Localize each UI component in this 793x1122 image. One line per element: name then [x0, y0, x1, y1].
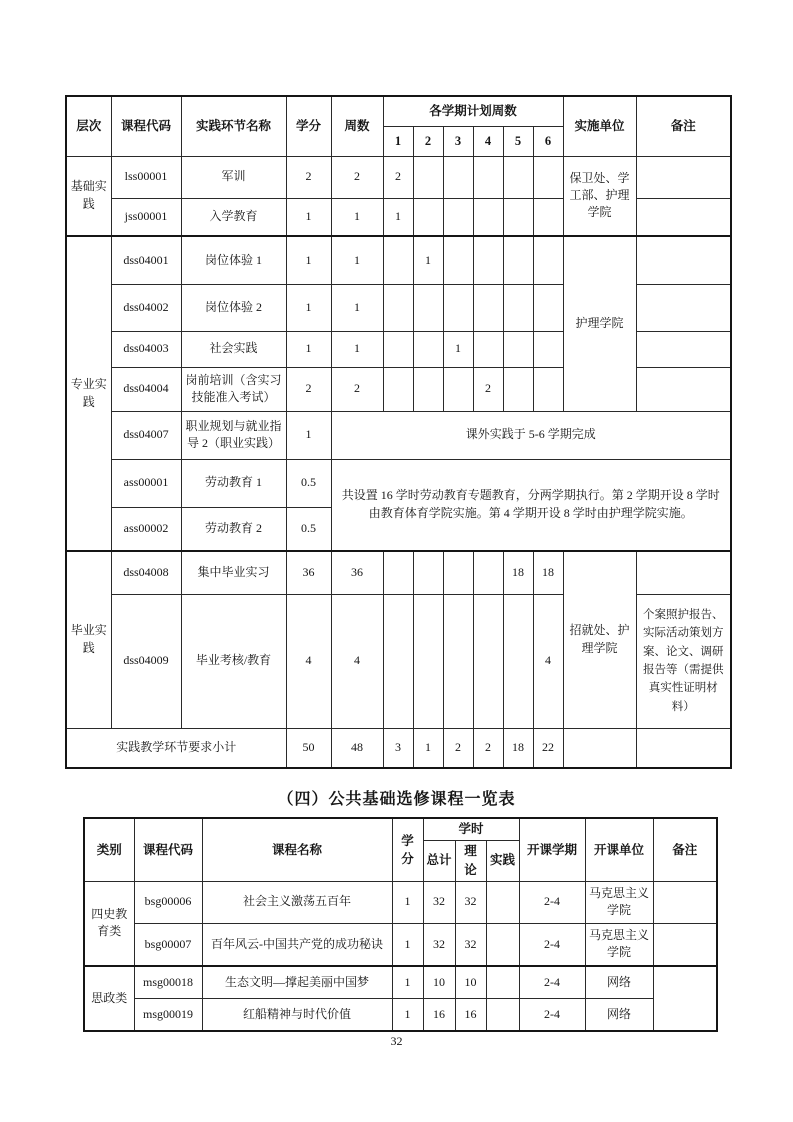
header-semester-4: 4 [473, 126, 503, 156]
semester-cell [413, 551, 443, 594]
header-course-code: 课程代码 [134, 818, 202, 881]
remark-cell [636, 284, 731, 331]
semester-cell [473, 156, 503, 198]
header-practice-name: 实践环节名称 [181, 96, 286, 156]
semester-cell [383, 236, 413, 284]
semester-cell [413, 156, 443, 198]
semester-cell [413, 594, 443, 728]
credit-cell: 0.5 [286, 459, 331, 507]
weeks-cell: 2 [331, 367, 383, 411]
credit-cell: 1 [392, 923, 423, 966]
subtotal-semester-cell: 1 [413, 728, 443, 768]
remark-cell [636, 156, 731, 198]
table-row [66, 411, 731, 459]
semester-cell [473, 284, 503, 331]
weeks-cell: 2 [331, 156, 383, 198]
remark-cell [636, 551, 731, 594]
credit-cell: 1 [286, 236, 331, 284]
semester-cell [503, 236, 533, 284]
credit-cell: 4 [286, 594, 331, 728]
semester-cell [503, 367, 533, 411]
course-name-cell: 劳动教育 1 [181, 459, 286, 507]
weeks-cell: 4 [331, 594, 383, 728]
course-name-cell: 入学教育 [181, 198, 286, 236]
remark-cell [636, 236, 731, 284]
semester-cell [383, 594, 413, 728]
semester-cell: 18 [503, 551, 533, 594]
header-level: 层次 [66, 96, 111, 156]
course-code-cell: msg00019 [134, 998, 202, 1031]
remark-cell: 个案照护报告、实际活动策划方案、论文、调研报告等（需提供真实性证明材料） [636, 594, 731, 728]
course-code-cell: dss04007 [111, 411, 181, 459]
labor-education-note-cell: 共设置 16 学时劳动教育专题教育，分两学期执行。第 2 学期开设 8 学时由教育体育学院实施。第 4 学期开设 8 学时由护理学院实施。 [331, 459, 731, 551]
weeks-cell: 1 [331, 236, 383, 284]
subtotal-weeks-cell: 48 [331, 728, 383, 768]
semester-cell [533, 367, 563, 411]
course-code-cell: bsg00006 [134, 881, 202, 923]
remark-cell [636, 331, 731, 367]
header-semester-6: 6 [533, 126, 563, 156]
course-code-cell: dss04001 [111, 236, 181, 284]
unit-cell-basic: 保卫处、学工部、护理学院 [563, 156, 636, 236]
unit-cell: 马克思主义学院 [585, 881, 653, 923]
subtotal-label-cell: 实践教学环节要求小计 [66, 728, 286, 768]
course-name-cell: 岗前培训（含实习技能准入考试） [181, 367, 286, 411]
semester-cell [383, 331, 413, 367]
header-credit: 学分 [286, 96, 331, 156]
table-row [66, 236, 731, 284]
hours-theory-cell: 32 [455, 923, 486, 966]
semester-cell [473, 551, 503, 594]
subtotal-row [66, 728, 731, 768]
hours-total-cell: 16 [423, 998, 455, 1031]
course-code-cell: dss04004 [111, 367, 181, 411]
semester-cell [413, 284, 443, 331]
header-credit: 学分 [392, 818, 423, 881]
header-semester-2: 2 [413, 126, 443, 156]
section-cell-four-histories: 四史教育类 [84, 881, 134, 966]
credit-cell: 1 [286, 331, 331, 367]
header-weeks: 周数 [331, 96, 383, 156]
header-hours-theory: 理论 [455, 840, 486, 881]
header-course-code: 课程代码 [111, 96, 181, 156]
semester-cell: 2-4 [519, 966, 585, 998]
weeks-cell: 1 [331, 331, 383, 367]
practice-table [65, 95, 732, 769]
hours-total-cell: 32 [423, 881, 455, 923]
semester-cell: 2-4 [519, 881, 585, 923]
semester-cell [473, 198, 503, 236]
semester-cell: 2-4 [519, 923, 585, 966]
semester-cell [443, 551, 473, 594]
table-row [66, 156, 731, 198]
semester-cell [413, 331, 443, 367]
course-code-cell: ass00002 [111, 507, 181, 551]
table-row [84, 881, 717, 923]
hours-practice-cell [486, 966, 519, 998]
semester-cell: 18 [533, 551, 563, 594]
semester-cell: 4 [533, 594, 563, 728]
semester-cell [443, 284, 473, 331]
unit-cell-graduation: 招就处、护理学院 [563, 551, 636, 728]
semester-cell [473, 236, 503, 284]
semester-cell [443, 156, 473, 198]
credit-cell: 1 [392, 881, 423, 923]
semester-cell [503, 198, 533, 236]
semester-cell: 2 [473, 367, 503, 411]
semester-cell [503, 594, 533, 728]
semester-cell: 1 [413, 236, 443, 284]
course-name-cell: 红船精神与时代价值 [202, 998, 392, 1031]
semester-cell [503, 156, 533, 198]
subtotal-semester-cell: 18 [503, 728, 533, 768]
course-code-cell: dss04003 [111, 331, 181, 367]
semester-cell [533, 156, 563, 198]
credit-cell: 1 [392, 966, 423, 998]
course-name-cell: 军训 [181, 156, 286, 198]
semester-cell [533, 198, 563, 236]
semester-cell [503, 331, 533, 367]
credit-cell: 0.5 [286, 507, 331, 551]
hours-practice-cell [486, 998, 519, 1031]
course-code-cell: lss00001 [111, 156, 181, 198]
table-row [84, 923, 717, 966]
section-cell-graduation: 毕业实践 [66, 551, 111, 728]
table-row [84, 966, 717, 998]
semester-cell [383, 551, 413, 594]
remark-cell [653, 966, 717, 1031]
remark-cell [653, 923, 717, 966]
course-code-cell: bsg00007 [134, 923, 202, 966]
hours-theory-cell: 32 [455, 881, 486, 923]
semester-cell [473, 594, 503, 728]
semester-cell: 1 [443, 331, 473, 367]
semester-cell [443, 198, 473, 236]
semester-cell [413, 367, 443, 411]
course-name-cell: 生态文明—撑起美丽中国梦 [202, 966, 392, 998]
table-row [66, 459, 731, 507]
credit-cell: 2 [286, 367, 331, 411]
semester-cell: 2-4 [519, 998, 585, 1031]
header-course-name: 课程名称 [202, 818, 392, 881]
course-name-cell: 社会实践 [181, 331, 286, 367]
unit-cell: 马克思主义学院 [585, 923, 653, 966]
course-code-cell: dss04002 [111, 284, 181, 331]
semester-cell [533, 331, 563, 367]
course-name-cell: 劳动教育 2 [181, 507, 286, 551]
semester-cell [383, 284, 413, 331]
credit-cell: 1 [286, 284, 331, 331]
header-hours-total: 总计 [423, 840, 455, 881]
subtotal-semester-cell: 22 [533, 728, 563, 768]
course-name-cell: 岗位体验 2 [181, 284, 286, 331]
course-name-cell: 毕业考核/教育 [181, 594, 286, 728]
elective-header-row [84, 818, 717, 840]
section-cell-professional: 专业实践 [66, 236, 111, 551]
remark-cell [636, 198, 731, 236]
semester-cell: 1 [383, 198, 413, 236]
header-unit: 开课单位 [585, 818, 653, 881]
section-cell-basic: 基础实践 [66, 156, 111, 236]
credit-cell: 36 [286, 551, 331, 594]
header-semester-group: 各学期计划周数 [383, 96, 563, 126]
course-code-cell: dss04008 [111, 551, 181, 594]
semester-cell: 2 [383, 156, 413, 198]
semester-cell [443, 236, 473, 284]
semester-cell [533, 236, 563, 284]
subtotal-remark-cell [636, 728, 731, 768]
semester-cell [473, 331, 503, 367]
credit-cell: 1 [286, 411, 331, 459]
credit-cell: 1 [392, 998, 423, 1031]
weeks-cell: 36 [331, 551, 383, 594]
unit-cell: 网络 [585, 966, 653, 998]
remark-cell [653, 881, 717, 923]
course-code-cell: msg00018 [134, 966, 202, 998]
course-code-cell: ass00001 [111, 459, 181, 507]
subtotal-unit-cell [563, 728, 636, 768]
semester-cell [443, 367, 473, 411]
header-semester-1: 1 [383, 126, 413, 156]
course-code-cell: jss00001 [111, 198, 181, 236]
subtotal-semester-cell: 2 [473, 728, 503, 768]
remark-cell [636, 367, 731, 411]
header-remark: 备注 [653, 818, 717, 881]
course-name-cell: 社会主义激荡五百年 [202, 881, 392, 923]
credit-cell: 2 [286, 156, 331, 198]
header-semester: 开课学期 [519, 818, 585, 881]
header-category: 类别 [84, 818, 134, 881]
subtotal-semester-cell: 3 [383, 728, 413, 768]
header-unit: 实施单位 [563, 96, 636, 156]
semester-cell [443, 594, 473, 728]
header-hours-group: 学时 [423, 818, 519, 840]
course-name-cell: 集中毕业实习 [181, 551, 286, 594]
header-hours-practice: 实践 [486, 840, 519, 881]
section-cell-ideology: 思政类 [84, 966, 134, 1031]
header-semester-3: 3 [443, 126, 473, 156]
course-name-cell: 职业规划与就业指导 2（职业实践） [181, 411, 286, 459]
subtotal-semester-cell: 2 [443, 728, 473, 768]
hours-practice-cell [486, 881, 519, 923]
unit-cell: 网络 [585, 998, 653, 1031]
header-semester-5: 5 [503, 126, 533, 156]
table-row [84, 998, 717, 1031]
semester-cell [383, 367, 413, 411]
weeks-cell: 1 [331, 284, 383, 331]
semester-cell [533, 284, 563, 331]
course-code-cell: dss04009 [111, 594, 181, 728]
course-name-cell: 岗位体验 1 [181, 236, 286, 284]
hours-total-cell: 32 [423, 923, 455, 966]
course-name-cell: 百年风云-中国共产党的成功秘诀 [202, 923, 392, 966]
page-number: 32 [390, 1034, 403, 1048]
practice-header-row [66, 96, 731, 126]
subtotal-credit-cell: 50 [286, 728, 331, 768]
hours-practice-cell [486, 923, 519, 966]
weeks-cell: 1 [331, 198, 383, 236]
header-remark: 备注 [636, 96, 731, 156]
hours-theory-cell: 10 [455, 966, 486, 998]
elective-table [83, 817, 718, 1032]
unit-cell-professional: 护理学院 [563, 236, 636, 411]
table-row [66, 551, 731, 594]
hours-theory-cell: 16 [455, 998, 486, 1031]
extracurricular-note-cell: 课外实践于 5-6 学期完成 [331, 411, 731, 459]
semester-cell [413, 198, 443, 236]
semester-cell [503, 284, 533, 331]
elective-table-title: （四）公共基础选修课程一览表 [277, 791, 516, 808]
hours-total-cell: 10 [423, 966, 455, 998]
credit-cell: 1 [286, 198, 331, 236]
